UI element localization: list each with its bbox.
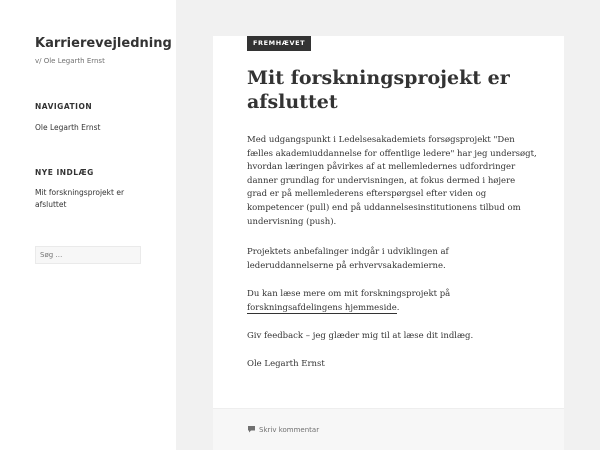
nav-item-ole-legarth-ernst[interactable]: Ole Legarth Ernst xyxy=(35,123,101,132)
search-input[interactable] xyxy=(35,246,141,264)
site-title[interactable]: Karrierevejledning xyxy=(35,36,172,51)
post xyxy=(213,36,564,450)
comment-link[interactable] xyxy=(247,425,319,435)
post-author-signature: Ole Legarth Ernst xyxy=(247,359,325,369)
recent-post-link[interactable]: Mit forskningsprojekt er afsluttet xyxy=(35,188,125,209)
featured-badge: FREMHÆVET xyxy=(247,36,311,51)
post-paragraph-4: Giv feedback – jeg glæder mig til at læse dit indlæg. xyxy=(247,331,474,341)
comment-icon xyxy=(247,425,256,435)
site-description: v/ Ole Legarth Ernst xyxy=(35,57,105,65)
research-department-link[interactable]: forskningsafdelingens hjemmeside xyxy=(247,302,397,313)
post-paragraph-1: Med udgangspunkt i Ledelsesakademiets forsøgsprojekt "Den fælles akademiuddannelse for offentlige ledere" har jeg undersøgt, hvordan læringen påvirkes af at mellemledernes udfordringer danner grundlag for undervisningen, at fokus dermed i højere grad er på mellemlederens efterspørgsel efter viden og kompetencer (pull) end på uddannelsesinstitutionens tilbud om undervisning (push). xyxy=(247,135,537,227)
post-footer xyxy=(213,408,564,450)
link-para-prefix: Du kan læse mere om mit forskningsprojekt på xyxy=(247,289,451,299)
post-paragraph-2: Projektets anbefalinger indgår i udviklingen af lederuddannelserne på erhvervsakademierne. xyxy=(247,247,449,271)
link-para-suffix: . xyxy=(396,302,400,313)
sidebar xyxy=(0,0,176,450)
comment-label: Skriv kommentar xyxy=(259,426,320,434)
post-paragraph-3 xyxy=(247,288,537,315)
post-title[interactable]: Mit forskningsprojekt er afsluttet xyxy=(247,67,510,113)
recent-posts-widget-title: NYE INDLÆG xyxy=(35,168,94,177)
navigation-widget-title: NAVIGATION xyxy=(35,102,93,111)
